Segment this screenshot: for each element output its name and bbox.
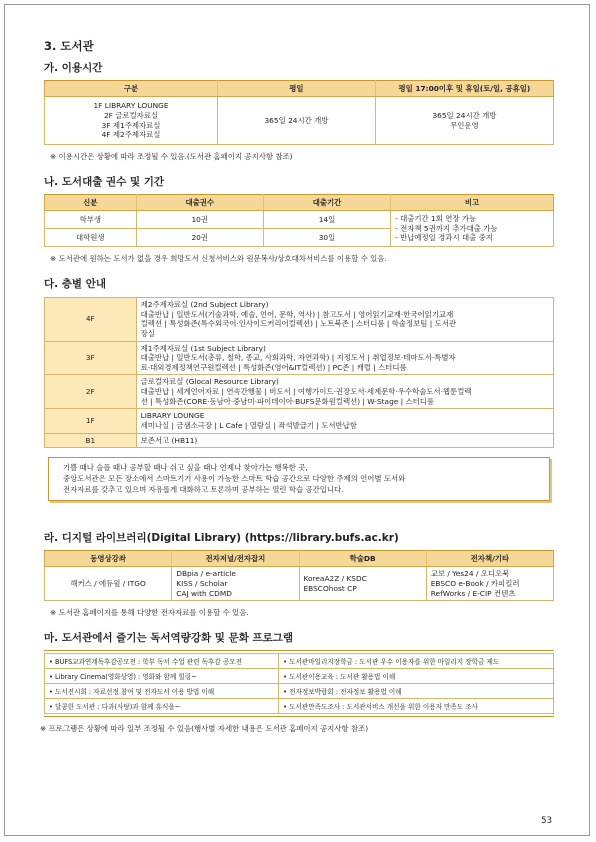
floor-label: 1F xyxy=(45,409,137,433)
digital-db-cell xyxy=(299,567,426,601)
digital-video-cell: 해커스 / 에듀윌 / ITGO xyxy=(45,567,172,601)
floor-line: 대출반납 | 일반도서(기술과학, 예술, 언어, 문학, 역사) | 참고도서 | 영어읽기교재·한국어읽기교재 xyxy=(140,309,454,319)
loans-header-count: 대출권수 xyxy=(136,195,263,211)
floor-description xyxy=(136,298,553,342)
digital-item: EBSCO e-Book / 카피킬러 xyxy=(430,578,520,588)
floors-table xyxy=(44,297,554,448)
floor-line: 대출반납 | 세계언어자료 | 연속간행물 | 비도서 | 여행가이드·권장도서·세계문학·우수학술도서·웹툰컬렉 xyxy=(140,387,472,396)
loan-period: 14일 xyxy=(263,211,390,229)
loan-remark: - 반납예정일 경과시 대출 중지 xyxy=(395,233,493,243)
intro-line: 전자자료를 갖추고 있으며 자유롭게 대화하고 토론하며 공부하는 열린 학습 공간입니다. xyxy=(63,484,344,494)
intro-line: 중앙도서관은 모든 장소에서 스마트기기 사용이 가능한 스마트 학습 공간으로 다양한 주제의 언어별 도서와 xyxy=(63,473,406,483)
floor-line: 컬렉션 | 특성화존(특수외국어·인사이드커리어컬렉션) | 노트북존 | 스터디룸 | 학술정보팀 | 도서관 xyxy=(140,319,456,329)
programs-note: ※ 프로그램은 상황에 따라 일부 조정될 수 있음(행사별 자세한 내용은 도서관 홈페이지 공지사항 참조) xyxy=(40,724,369,734)
floor-line: 료·대외경제정책연구원컬렉션 | 특성화존(영어&IT컬렉션) | PC존 | 캐럴 | 스터디룸 xyxy=(140,362,407,372)
intro-line: 기쁠 때나 슬플 때나 공부할 때나 쉬고 싶을 때나 언제나 찾아가는 행복한 곳, xyxy=(63,463,308,473)
page-number: 53 xyxy=(541,816,552,826)
digital-header-db: 학술DB xyxy=(299,551,426,567)
page-content xyxy=(40,38,554,734)
program-item: • BUFS교과연계독후감공모전 : 학부 독서 수업 관련 독후감 공모전 xyxy=(45,654,279,669)
floor-line: 보존서고 (HB11) xyxy=(140,435,198,445)
loan-remark: - 대출기간 1회 연장 가능 xyxy=(395,214,477,224)
hours-places-cell xyxy=(45,97,218,145)
hours-header-after: 평일 17:00이후 및 휴일(토/일, 공휴일) xyxy=(375,81,553,97)
floor-line: 제2주제자료실 (2nd Subject Library) xyxy=(140,300,269,309)
floor-line: 장실 xyxy=(140,328,155,338)
floor-line: 글로컬자료실 (Glocal Resource Library) xyxy=(140,377,279,387)
floor-description xyxy=(136,341,553,375)
floor-line: 션 | 특성화존(CORE·동남아·중남미·파이데이아·BUFS문화원컬렉션) | W-Stage | 스터디룸 xyxy=(140,396,435,406)
digital-heading: 라. 디지털 라이브러리(Digital Library) (https://library.bufs.ac.kr) xyxy=(44,532,399,545)
floor-label: 4F xyxy=(45,298,137,342)
hours-note: ※ 이용시간은 상황에 따라 조정될 수 있음.(도서관 홈페이지 공지사항 참조) xyxy=(50,152,293,161)
hours-table xyxy=(44,80,554,145)
hours-heading: 가. 이용시간 xyxy=(44,62,103,74)
digital-item: RefWorks / E-CIP 컨텐츠 xyxy=(430,588,516,598)
loans-header-period: 대출기간 xyxy=(263,195,390,211)
program-item: • 도서관이용교육 : 도서관 활용법 이해 xyxy=(279,669,554,684)
hours-header-weekday: 평일 xyxy=(218,81,376,97)
hours-place: 1F LIBRARY LOUNGE xyxy=(93,101,169,111)
library-intro-box xyxy=(48,457,550,501)
floor-description xyxy=(136,375,553,409)
hours-header-type: 구분 xyxy=(45,81,218,97)
loans-header-status: 신분 xyxy=(45,195,137,211)
floor-line: LIBRARY LOUNGE xyxy=(140,411,205,421)
loans-header-remarks: 비고 xyxy=(391,195,554,211)
hours-after-cell xyxy=(375,97,553,145)
floors-heading: 다. 층별 안내 xyxy=(44,278,107,290)
section-title: 3. 도서관 xyxy=(44,39,94,53)
program-item: • 도서관만족도조사 : 도서관서비스 개선을 위한 이용자 만족도 조사 xyxy=(279,699,554,714)
program-item: • 도서전시회 : 자료선정 참여 및 전자도서 이용 방법 이해 xyxy=(45,684,279,699)
floor-line: 대출반납 | 일반도서(총류, 철학, 종교, 사회과학, 자연과학) | 지정도서 | 취업정보·테마도서·특별자 xyxy=(140,353,456,363)
hours-weekday-cell: 365일 24시간 개방 xyxy=(218,97,376,145)
programs-table xyxy=(44,653,554,714)
program-item: • 도서관마일리지장학금 : 도서관 우수 이용자를 위한 마일리지 장학금 제도 xyxy=(279,654,554,669)
floor-description xyxy=(136,409,553,433)
loans-heading: 나. 도서대출 권수 및 기간 xyxy=(44,176,165,188)
hours-place: 3F 제1주제자료실 xyxy=(101,120,161,130)
loan-status: 대학원생 xyxy=(45,229,137,247)
digital-header-ebook: 전자책/기타 xyxy=(426,551,553,567)
digital-journal-cell xyxy=(172,567,299,601)
digital-note: ※ 도서관 홈페이지를 통해 다양한 전자자료를 이용할 수 있음. xyxy=(50,608,249,618)
digital-item: DBpia / e-article xyxy=(176,569,236,579)
loans-table xyxy=(44,194,554,247)
loan-count: 20권 xyxy=(136,229,263,247)
loan-remark: - 전자책 5권까지 추가대출 가능 xyxy=(395,223,498,233)
loans-note: ※ 도서관에 원하는 도서가 없을 경우 희망도서 신청서비스와 원문복사/상호대차서비스를 이용할 수 있음. xyxy=(50,254,387,263)
program-item: • Library Cinema(영화상영) : 영화와 함께 힐링~ xyxy=(45,669,279,684)
digital-item: KISS / Scholar xyxy=(176,578,228,588)
loan-status: 학부생 xyxy=(45,211,137,229)
digital-item: EBSCOhost CP xyxy=(303,583,357,593)
program-item: • 달콤한 도서관 : 다과(사탕)과 함께 휴식을~ xyxy=(45,699,279,714)
floor-label: 2F xyxy=(45,375,137,409)
hours-place: 4F 제2주제자료실 xyxy=(101,130,161,140)
program-item: • 전자정보박람회 : 전자정보 활용법 이해 xyxy=(279,684,554,699)
floor-line: 세미나실 | 금샘소극장 | L Cafe | 열람실 | 좌석발급기 | 도서반납함 xyxy=(140,420,357,430)
hours-after-line: 365일 24시간 개방 xyxy=(432,110,497,120)
floor-label: B1 xyxy=(45,433,137,448)
loan-period: 30일 xyxy=(263,229,390,247)
programs-heading: 마. 도서관에서 즐기는 독서역량강화 및 문화 프로그램 xyxy=(44,632,294,645)
hours-after-line: 무인운영 xyxy=(450,120,479,130)
floor-label: 3F xyxy=(45,341,137,375)
floor-line: 제1주제자료실 (1st Subject Library) xyxy=(140,343,266,353)
loan-count: 10권 xyxy=(136,211,263,229)
hours-place: 2F 글로컬자료실 xyxy=(103,110,159,120)
digital-item: CAJ with CDMD xyxy=(176,588,232,598)
digital-header-journal: 전자저널/전자잡지 xyxy=(172,551,299,567)
programs-box xyxy=(44,650,554,717)
digital-item: 교보 / Yes24 / 오디오북 xyxy=(430,569,510,579)
digital-ebook-cell xyxy=(426,567,553,601)
digital-header-video: 동영상강좌 xyxy=(45,551,172,567)
floor-description xyxy=(136,433,553,448)
loan-remarks xyxy=(391,211,554,247)
digital-item: KoreaA2Z / KSDC xyxy=(303,574,367,584)
digital-table xyxy=(44,550,554,601)
